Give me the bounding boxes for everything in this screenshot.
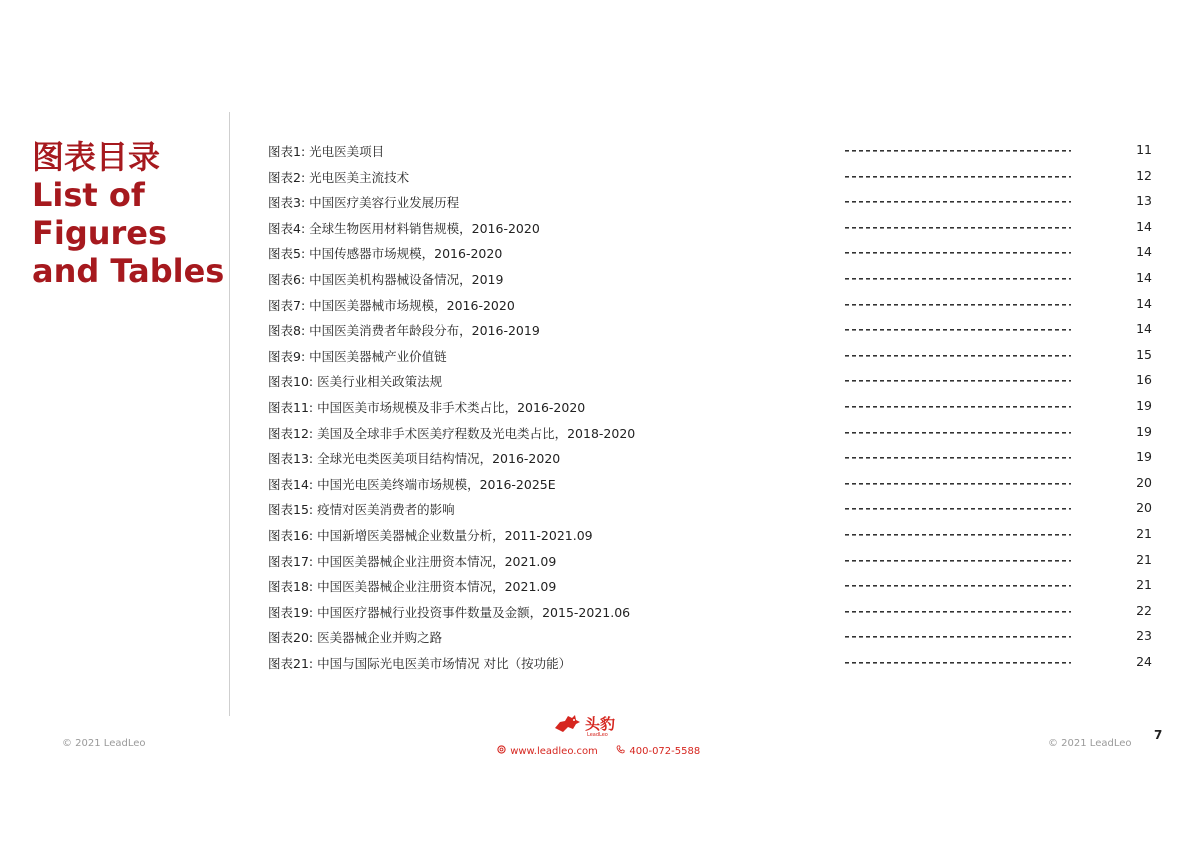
toc-leader-dashes	[845, 221, 1071, 231]
toc-page-number: 13	[1136, 193, 1152, 209]
toc-leader-dashes	[845, 528, 1071, 538]
phone-icon	[616, 745, 626, 757]
toc-page-number: 24	[1136, 653, 1152, 669]
toc-leader-dashes	[845, 451, 1071, 461]
toc-row[interactable]	[268, 599, 1158, 625]
toc-page-number: 15	[1136, 346, 1152, 362]
toc-page-number: 21	[1136, 577, 1152, 593]
toc-item-label: 图表13: 全球光电类医美项目结构情况，2016-2020	[268, 451, 561, 467]
page-number: 7	[1154, 728, 1163, 742]
page-title	[32, 138, 224, 290]
toc-page-number: 11	[1136, 142, 1152, 157]
toc-item-label: 图表7: 中国医美器械市场规模，2016-2020	[268, 297, 515, 313]
toc-item-label: 图表11: 中国医美市场规模及非手术类占比，2016-2020	[268, 399, 586, 415]
toc-item-label: 图表4: 全球生物医用材料销售规模，2016-2020	[268, 220, 540, 236]
toc-row[interactable]	[268, 573, 1158, 599]
copyright-right: © 2021 LeadLeo	[1048, 738, 1132, 749]
toc-item-label: 图表9: 中国医美器械产业价值链	[268, 348, 447, 364]
toc-page-number: 23	[1136, 628, 1152, 644]
toc-row[interactable]	[268, 164, 1158, 190]
toc-row[interactable]	[268, 394, 1158, 420]
toc-page-number: 14	[1136, 321, 1152, 337]
toc-page-number: 12	[1136, 167, 1152, 183]
toc-page-number: 19	[1136, 449, 1152, 465]
contact-info	[497, 745, 700, 757]
toc-leader-dashes	[845, 323, 1071, 333]
toc-leader-dashes	[845, 579, 1071, 589]
toc-row[interactable]	[268, 496, 1158, 522]
toc-page-number: 14	[1136, 269, 1152, 285]
toc-leader-dashes	[845, 605, 1071, 615]
toc-row[interactable]	[268, 138, 1158, 164]
toc-item-label: 图表5: 中国传感器市场规模，2016-2020	[268, 246, 503, 262]
toc-page-number: 20	[1136, 500, 1152, 516]
toc-page-number: 22	[1136, 602, 1152, 618]
title-line-2: List of	[32, 176, 145, 214]
toc-row[interactable]	[268, 522, 1158, 548]
toc-row[interactable]	[268, 292, 1158, 318]
toc-item-label: 图表12: 美国及全球非手术医美疗程数及光电类占比，2018-2020	[268, 425, 636, 441]
toc-item-label: 图表14: 中国光电医美终端市场规模，2016-2025E	[268, 476, 556, 492]
toc-item-label: 图表18: 中国医美器械企业注册资本情况，2021.09	[268, 579, 557, 595]
toc-row[interactable]	[268, 343, 1158, 369]
toc-leader-dashes	[845, 246, 1071, 256]
toc-item-label: 图表16: 中国新增医美器械企业数量分析，2011-2021.09	[268, 527, 593, 543]
toc-leader-dashes	[845, 272, 1071, 282]
toc-row[interactable]	[268, 189, 1158, 215]
toc-leader-dashes	[845, 477, 1071, 487]
toc-leader-dashes	[845, 195, 1071, 205]
at-icon	[497, 745, 507, 757]
toc-row[interactable]	[268, 266, 1158, 292]
toc-page-number: 19	[1136, 397, 1152, 413]
toc-leader-dashes	[845, 502, 1071, 512]
toc-page-number: 14	[1136, 295, 1152, 311]
toc-item-label: 图表21: 中国与国际光电医美市场情况 对比（按功能）	[268, 655, 572, 671]
copyright-left: © 2021 LeadLeo	[62, 738, 146, 749]
toc-row[interactable]	[268, 215, 1158, 241]
title-chinese: 图表目录	[32, 138, 161, 176]
toc-item-label: 图表17: 中国医美器械企业注册资本情况，2021.09	[268, 553, 557, 569]
toc-row[interactable]	[268, 445, 1158, 471]
toc-item-label: 图表2: 光电医美主流技术	[268, 169, 410, 185]
title-line-4: and Tables	[32, 252, 225, 290]
leopard-logo-icon	[553, 712, 581, 736]
toc-row[interactable]	[268, 368, 1158, 394]
toc-item-label: 图表20: 医美器械企业并购之路	[268, 630, 443, 646]
leadleo-logo	[553, 712, 643, 742]
toc-leader-dashes	[845, 656, 1071, 666]
toc-leader-dashes	[845, 170, 1071, 180]
toc-item-label: 图表1: 光电医美项目	[268, 144, 385, 159]
toc-row[interactable]	[268, 548, 1158, 574]
toc-page-number: 21	[1136, 551, 1152, 567]
toc-leader-dashes	[845, 630, 1071, 640]
toc-row[interactable]	[268, 650, 1158, 676]
toc-row[interactable]	[268, 624, 1158, 650]
website-link[interactable]: www.leadleo.com	[510, 745, 598, 757]
toc-leader-dashes	[845, 400, 1071, 410]
table-of-contents	[268, 138, 1158, 675]
toc-item-label: 图表19: 中国医疗器械行业投资事件数量及金额，2015-2021.06	[268, 604, 631, 620]
toc-leader-dashes	[845, 144, 1071, 154]
toc-page-number: 21	[1136, 525, 1152, 541]
toc-item-label: 图表15: 疫情对医美消费者的影响	[268, 502, 455, 518]
toc-page-number: 14	[1136, 244, 1152, 260]
toc-row[interactable]	[268, 240, 1158, 266]
logo-subtext: LeadLeo	[587, 732, 608, 738]
toc-leader-dashes	[845, 349, 1071, 359]
toc-item-label: 图表8: 中国医美消费者年龄段分布，2016-2019	[268, 323, 540, 339]
toc-page-number: 20	[1136, 474, 1152, 490]
title-line-3: Figures	[32, 214, 168, 252]
toc-item-label: 图表3: 中国医疗美容行业发展历程	[268, 195, 460, 211]
vertical-divider	[229, 112, 230, 716]
logo-text: 头豹	[585, 715, 616, 733]
toc-item-label: 图表10: 医美行业相关政策法规	[268, 374, 443, 390]
toc-page-number: 16	[1136, 372, 1152, 388]
toc-leader-dashes	[845, 426, 1071, 436]
toc-leader-dashes	[845, 298, 1071, 308]
toc-leader-dashes	[845, 374, 1071, 384]
toc-row[interactable]	[268, 317, 1158, 343]
toc-row[interactable]	[268, 471, 1158, 497]
toc-row[interactable]	[268, 420, 1158, 446]
toc-page-number: 14	[1136, 218, 1152, 234]
toc-page-number: 19	[1136, 423, 1152, 439]
toc-item-label: 图表6: 中国医美机构器械设备情况，2019	[268, 271, 504, 287]
toc-leader-dashes	[845, 554, 1071, 564]
phone-number[interactable]: 400-072-5588	[629, 745, 701, 757]
